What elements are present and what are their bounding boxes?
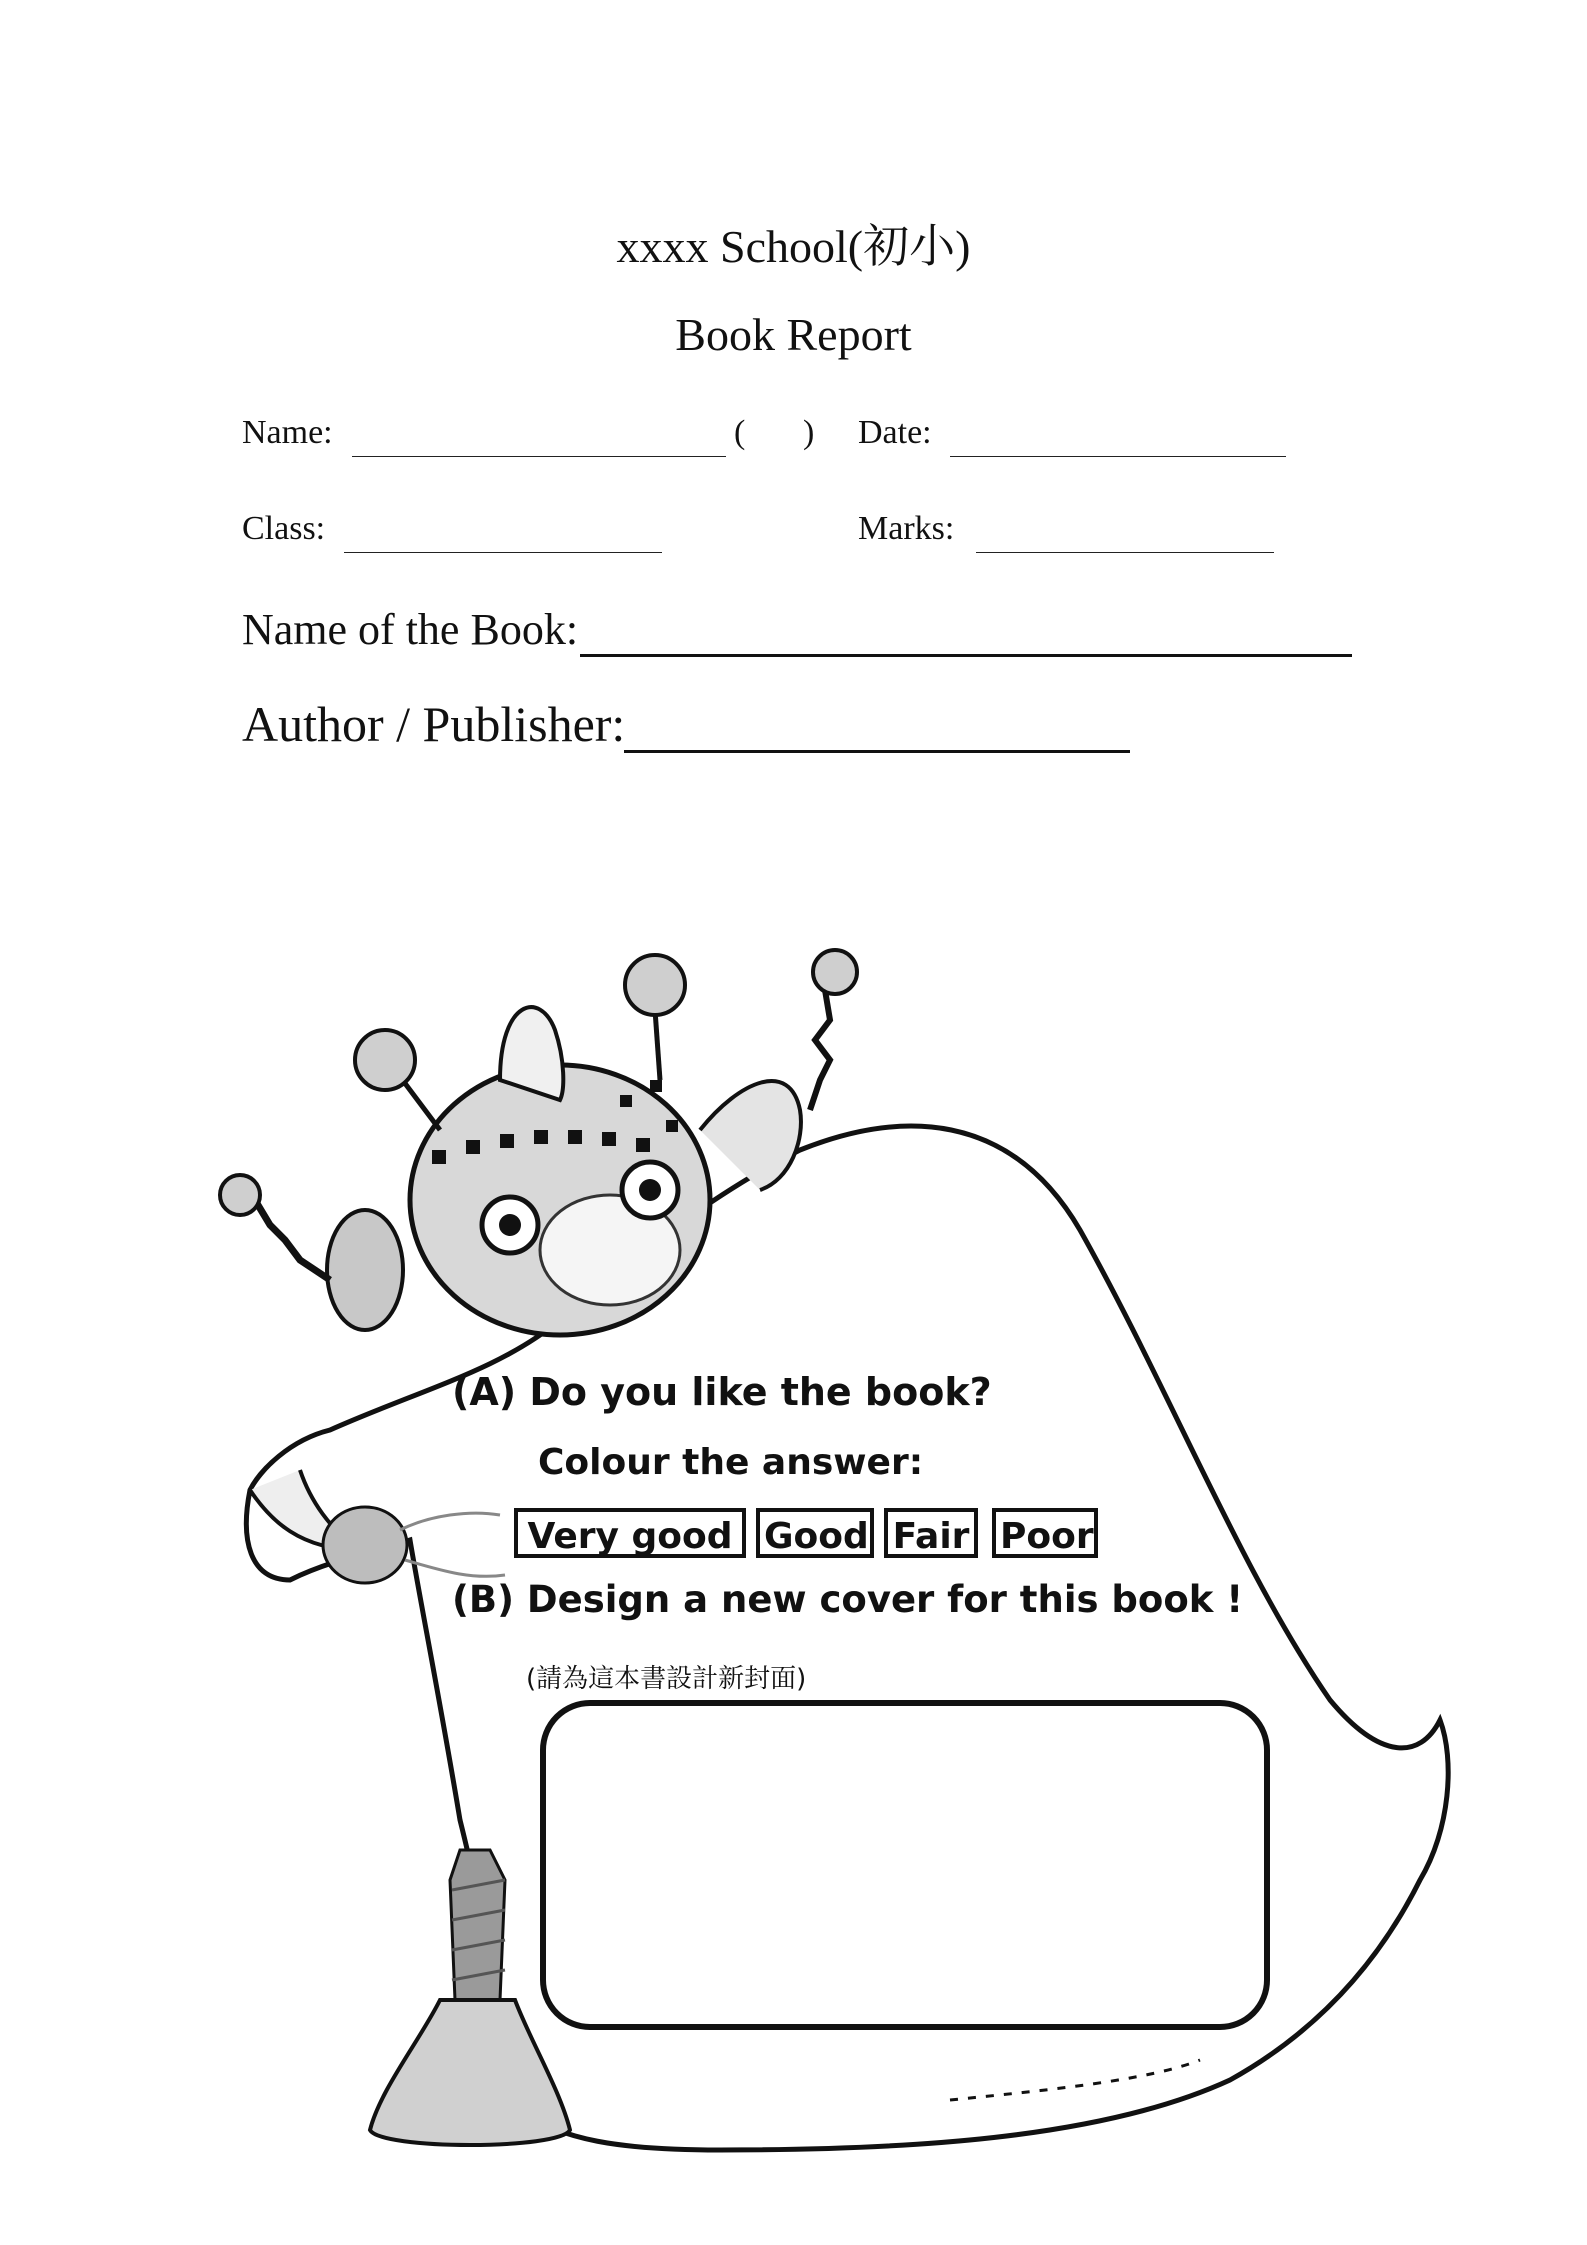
question-b-chinese: (請為這本書設計新封面) bbox=[526, 1664, 807, 1694]
question-a: (A) Do you like the book? bbox=[452, 1370, 992, 1414]
class-label: Class: bbox=[242, 510, 326, 547]
robot-ear-left bbox=[327, 1210, 403, 1330]
date-input-line[interactable] bbox=[950, 456, 1286, 457]
antenna-ball-center bbox=[625, 955, 685, 1015]
question-b: (B) Design a new cover for this book ! bbox=[452, 1578, 1244, 1621]
class-input-line[interactable] bbox=[344, 552, 662, 553]
antenna-ball-right bbox=[813, 950, 857, 994]
antenna-ball-far-left bbox=[220, 1175, 260, 1215]
class-number-paren-open: ( bbox=[734, 414, 746, 451]
answer-option-fair[interactable]: Fair bbox=[884, 1508, 978, 1558]
answer-option-poor[interactable]: Poor bbox=[992, 1508, 1098, 1558]
name-input-line[interactable] bbox=[352, 456, 726, 457]
date-label: Date: bbox=[858, 414, 932, 451]
book-name-input-line[interactable] bbox=[580, 654, 1352, 657]
book-name-label: Name of the Book: bbox=[242, 605, 579, 654]
report-title: Book Report bbox=[675, 309, 912, 360]
marks-input-line[interactable] bbox=[976, 552, 1274, 553]
answer-option-good[interactable]: Good bbox=[756, 1508, 874, 1558]
author-publisher-input-line[interactable] bbox=[624, 750, 1130, 753]
robot-ear-right bbox=[700, 1081, 801, 1190]
cover-design-box[interactable] bbox=[540, 1700, 1270, 2030]
author-publisher-label: Author / Publisher: bbox=[242, 696, 626, 752]
marks-label: Marks: bbox=[858, 510, 955, 547]
name-label: Name: bbox=[242, 414, 333, 451]
robot-hand bbox=[323, 1507, 407, 1583]
answer-option-very-good[interactable]: Very good bbox=[514, 1508, 746, 1558]
school-title: xxxx School(初小) bbox=[616, 221, 971, 272]
class-number-paren-close: ) bbox=[803, 414, 815, 451]
colour-prompt: Colour the answer: bbox=[538, 1442, 924, 1483]
antenna-ball-left bbox=[355, 1030, 415, 1090]
